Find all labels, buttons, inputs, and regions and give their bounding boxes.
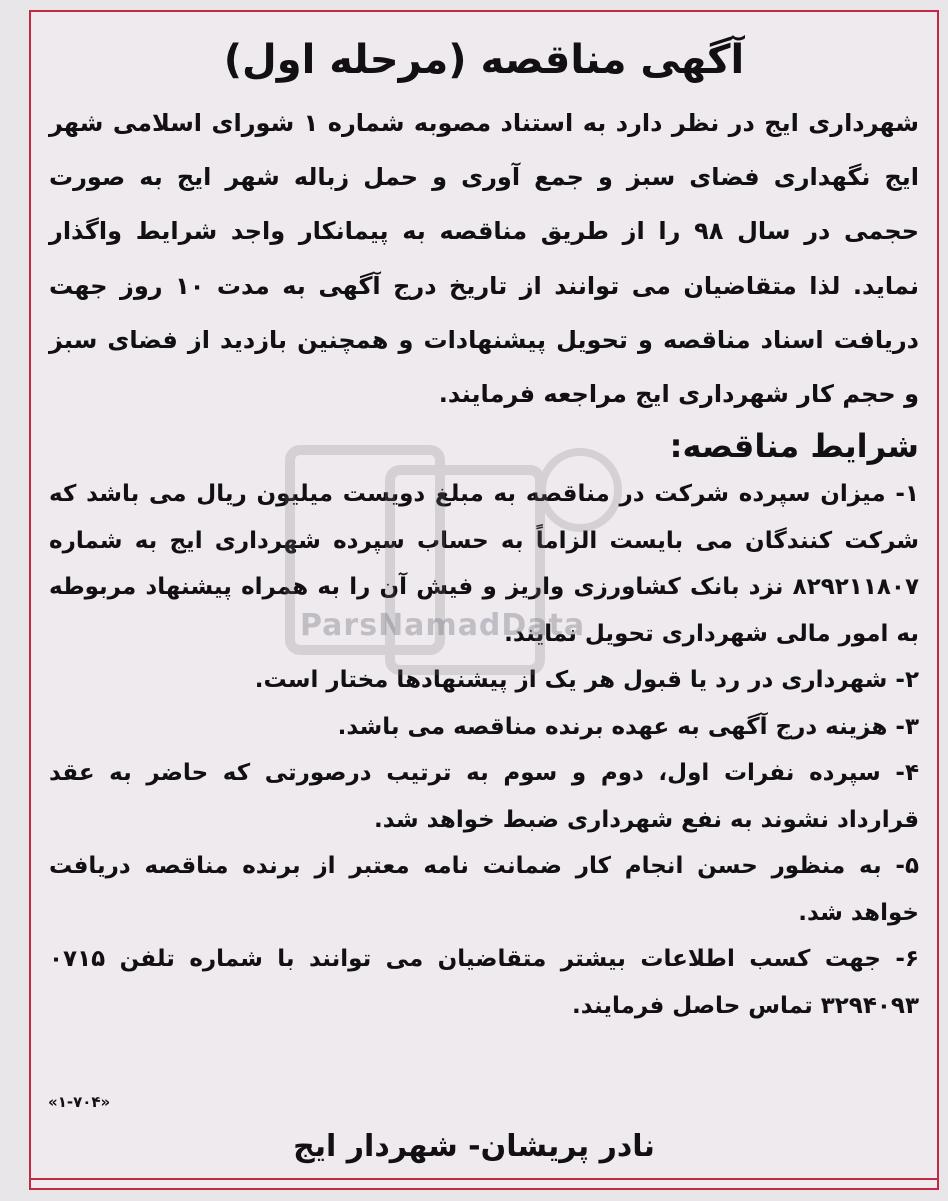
condition-item: ۴- سپرده نفرات اول، دوم و سوم به ترتیب درصورتی که حاضر به عقد قرارداد نشوند به نفع شهرداری ضبط خواهد شد.: [49, 760, 919, 833]
intro-paragraph: شهرداری ایج در نظر دارد به استناد مصوبه شماره ۱ شورای اسلامی شهر ایج نگهداری فضای سبز و جمع آوری و حمل زباله شهر ایج به صورت حجمی در سال ۹۸ را از طریق مناقصه به پیمانکار واجد شرایط واگذار نماید. لذا متقاضیان می توانند از تاریخ درج آگهی به مدت ۱۰ روز جهت دریافت اسناد مناقصه و تحویل پیشنهادات و همچنین بازدید از فضای سبز و حجم کار شهرداری ایج مراجعه فرمایند.: [49, 109, 920, 409]
condition-item: ۵- به منظور حسن انجام کار ضمانت نامه معتبر از برنده مناقصه دریافت خواهد شد.: [49, 853, 919, 926]
reference-code: «۱-۷۰۴»: [48, 1093, 111, 1111]
condition-item: ۲- شهرداری در رد یا قبول هر یک از پیشنهادها مختار است.: [254, 667, 919, 694]
notice-title: آگهی مناقصه (مرحله اول): [223, 37, 745, 83]
conditions-heading: شرایط مناقصه:: [669, 427, 919, 466]
notice-frame: [29, 10, 939, 1190]
conditions-list: [49, 471, 919, 1029]
condition-item: ۶- جهت کسب اطلاعات بیشتر متقاضیان می توانند با شماره تلفن ۰۷۱۵ ۳۲۹۴۰۹۳ تماس حاصل فرمایند.: [49, 946, 919, 1019]
condition-item: ۱- میزان سپرده شرکت در مناقصه به مبلغ دویست میلیون ریال می باشد که شرکت کنندگان می بایست الزاماً به حساب سپرده شهرداری ایج به شماره ۸۲۹۲۱۱۸۰۷ نزد بانک کشاورزی واریز و فیش آن را به همراه پیشنهاد مربوطه به امور مالی شهرداری تحویل نمایند.: [49, 481, 919, 647]
notice-content: [49, 24, 919, 1172]
condition-item: ۳- هزینه درج آگهی به عهده برنده مناقصه می باشد.: [337, 713, 919, 740]
bottom-rule: [31, 1178, 937, 1180]
signature: نادر پریشان- شهردار ایج: [293, 1129, 655, 1164]
intro-section: [49, 96, 919, 421]
watermark-text: ParsNamadData: [300, 608, 586, 643]
